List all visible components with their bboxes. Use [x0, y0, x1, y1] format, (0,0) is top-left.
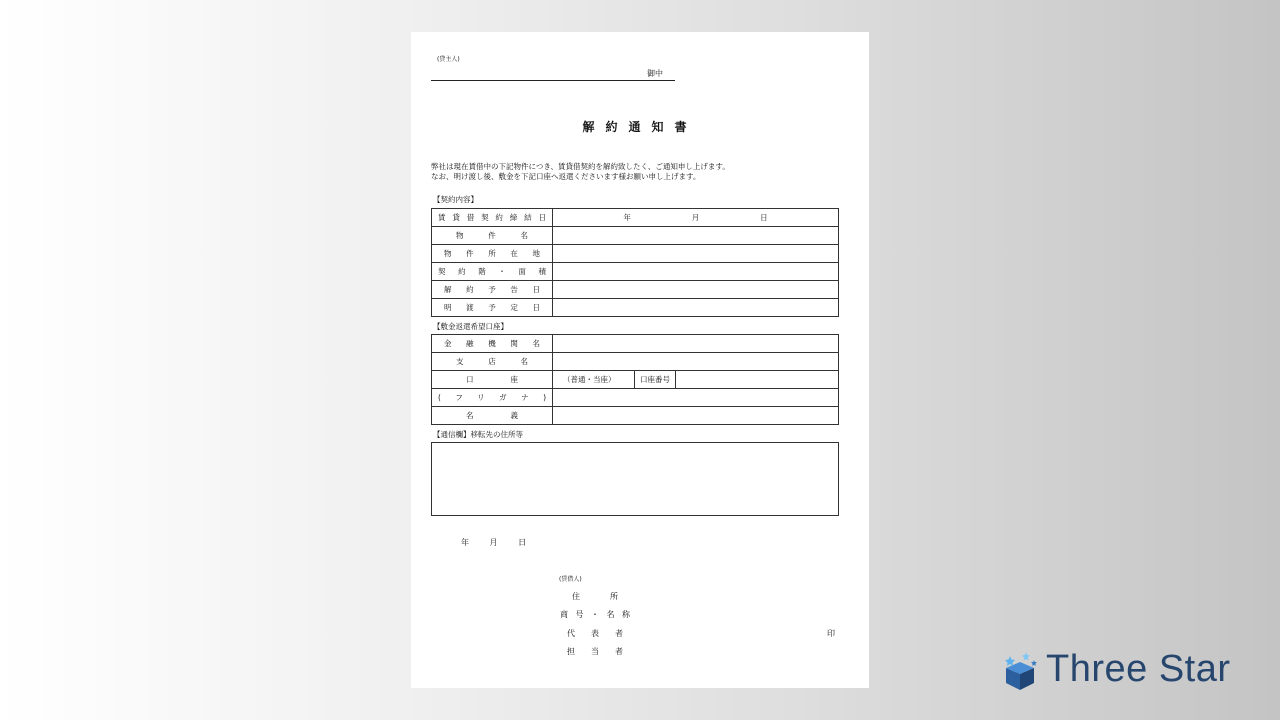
- table-row: [432, 407, 839, 425]
- signer-rep-label: 代表者: [567, 629, 623, 638]
- property-name-field[interactable]: [553, 227, 839, 245]
- table-row: [432, 245, 839, 263]
- account-number-field[interactable]: [676, 371, 838, 388]
- document-title: 解約通知書: [582, 120, 698, 134]
- vacate-date-field[interactable]: [553, 299, 839, 317]
- account-cell: [553, 371, 839, 389]
- account-type[interactable]: （普通・当座）: [553, 371, 635, 388]
- day-label: 日: [760, 213, 768, 222]
- bank-table: [431, 334, 839, 425]
- intro-text: [431, 162, 730, 182]
- table-row: [432, 389, 839, 407]
- contract-table: [431, 208, 839, 317]
- row-label: (フリガナ): [432, 389, 553, 407]
- signer-address-label: 住所: [572, 592, 618, 601]
- document-page: [411, 32, 869, 688]
- addressee-suffix: 御中: [647, 69, 663, 78]
- three-star-logo: [1000, 648, 1231, 691]
- row-label: 口座: [432, 371, 553, 389]
- row-label: 名義: [432, 407, 553, 425]
- property-address-field[interactable]: [553, 245, 839, 263]
- intro-line-2: なお、明け渡し後、敷金を下記口座へ返還くださいます様お願い申し上げます。: [431, 172, 701, 181]
- intro-line-1: 弊社は現在賃借中の下記物件につき、賃貸借契約を解約致したく、ご通知申し上げます。: [431, 162, 730, 171]
- row-label: 契約階・面積: [432, 263, 553, 281]
- month-label: 月: [691, 213, 700, 222]
- year-label: 年: [623, 213, 631, 222]
- communication-box[interactable]: [431, 442, 839, 516]
- table-row: [432, 227, 839, 245]
- table-row: [432, 209, 839, 227]
- bank-name-field[interactable]: [553, 335, 839, 353]
- table-row: [432, 263, 839, 281]
- table-row: [432, 353, 839, 371]
- table-row: [432, 281, 839, 299]
- signer-person-label: 担当者: [567, 647, 623, 656]
- addressee-label: (貸主人): [437, 56, 460, 63]
- notice-date-field[interactable]: [553, 281, 839, 299]
- signer-label: (賃借人): [559, 576, 582, 583]
- section-contract-label: 【契約内容】: [433, 195, 478, 204]
- section-bank-label: 【敷金返還希望口座】: [433, 322, 508, 331]
- row-label: 支店名: [432, 353, 553, 371]
- account-holder-field[interactable]: [553, 407, 839, 425]
- row-label: 解約予告日: [432, 281, 553, 299]
- furigana-field[interactable]: [553, 389, 839, 407]
- floor-area-field[interactable]: [553, 263, 839, 281]
- branch-name-field[interactable]: [553, 353, 839, 371]
- row-label: 物件所在地: [432, 245, 553, 263]
- star-cube-icon: [1000, 650, 1040, 690]
- row-label: 賃貸借契約締結日: [432, 209, 553, 227]
- section-comm-label: 【通信欄】移転先の住所等: [433, 430, 523, 439]
- row-label: 明渡予定日: [432, 299, 553, 317]
- logo-text: Three Star: [1046, 648, 1231, 690]
- table-row: [432, 371, 839, 389]
- bottom-date: 年 月 日: [461, 538, 527, 547]
- signer-company-label: 商号・名称: [560, 610, 630, 619]
- row-label: 金融機関名: [432, 335, 553, 353]
- table-row: [432, 335, 839, 353]
- table-row: [432, 299, 839, 317]
- seal-mark: 印: [827, 629, 835, 638]
- account-number-label: 口座番号: [635, 371, 676, 388]
- row-label: 物件名: [432, 227, 553, 245]
- addressee-line: [431, 80, 675, 81]
- contract-date-field[interactable]: [553, 209, 839, 227]
